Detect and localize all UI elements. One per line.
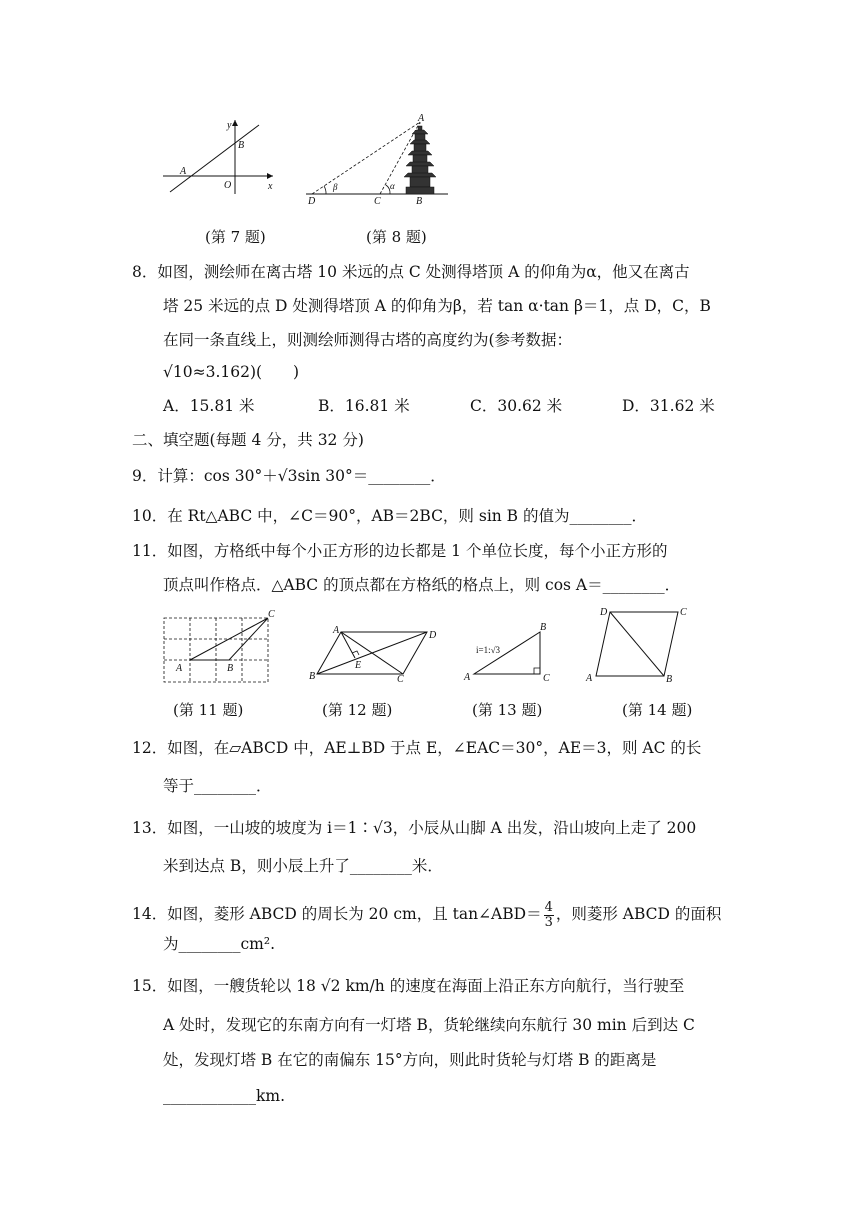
fig14-label-b: B	[666, 674, 673, 684]
fig14-label-a: A	[586, 673, 593, 684]
question-9: 9．计算：cos 30°＋√3sin 30°＝________．	[132, 467, 446, 485]
figure-8	[302, 112, 452, 208]
fig8-label-alpha: α	[390, 181, 395, 191]
fig13-slope-label: i=1:√3	[476, 645, 501, 655]
option-b: B．16.81 米	[318, 397, 410, 415]
figure-7-caption: (第 7 题)	[205, 228, 266, 246]
fig13-label-c: C	[543, 673, 550, 684]
question-8-line-1: 8．如图，测绘师在离古塔 10 米远的点 C 处测得塔顶 A 的仰角为α，他又在离古	[132, 263, 690, 281]
fig14-label-c: C	[680, 607, 687, 618]
figure-13	[460, 620, 560, 684]
fig12-label-e: E	[355, 660, 362, 671]
question-11-line-1: 11．如图，方格纸中每个小正方形的边长都是 1 个单位长度，每个小正方形的	[132, 542, 668, 560]
question-12-line-2: 等于________．	[163, 777, 272, 795]
question-15-line-2: A 处时，发现它的东南方向有一灯塔 B，货轮继续向东航行 30 min 后到达 C	[163, 1016, 695, 1034]
question-8-line-4: √10≈3.162)( )	[163, 363, 300, 381]
fig7-label-o: O	[224, 180, 232, 191]
fig13-label-b: B	[540, 622, 547, 633]
question-15-line-1: 15．如图，一艘货轮以 18 √2 km/h 的速度在海面上沿正东方向航行，当行驶至	[132, 977, 685, 995]
option-a: A．15.81 米	[163, 397, 255, 415]
figure-12-caption: (第 12 题)	[322, 701, 393, 719]
question-13-line-2: 米到达点 B，则小辰上升了________米．	[163, 857, 443, 875]
fig8-label-a: A	[418, 113, 425, 124]
option-c: C．30.62 米	[470, 397, 563, 415]
fraction-4-3: $\frac{4}{3}$	[544, 899, 553, 930]
question-15-line-3: 处，发现灯塔 B 在它的南偏东 15°方向，则此时货轮与灯塔 B 的距离是	[163, 1051, 657, 1069]
fig11-label-a: A	[176, 663, 183, 674]
figure-14	[582, 604, 692, 684]
fig7-label-b: B	[238, 140, 245, 151]
fig8-label-beta: β	[333, 182, 338, 192]
figure-13-caption: (第 13 题)	[472, 701, 543, 719]
figure-14-caption: (第 14 题)	[622, 701, 693, 719]
figure-11	[158, 608, 280, 690]
question-14-line-2: 为________cm².	[163, 935, 276, 953]
fig7-label-y: y	[227, 120, 232, 131]
fig7-label-a: A	[180, 166, 187, 177]
question-11-line-2: 顶点叫作格点．△ABC 的顶点都在方格纸的格点上，则 cos A＝________．	[163, 576, 681, 594]
question-12-line-1: 12．如图，在▱ABCD 中，AE⊥BD 于点 E，∠EAC＝30°，AE＝3，则 AC 的长	[132, 739, 702, 757]
fig12-label-d: D	[429, 630, 437, 641]
fig12-label-a: A	[333, 625, 340, 636]
fig8-label-c: C	[374, 196, 381, 207]
question-8-line-3: 在同一条直线上，则测绘师测得古塔的高度约为(参考数据：	[163, 331, 573, 349]
option-d: D．31.62 米	[622, 397, 715, 415]
question-14-line-1: 14．如图，菱形 ABCD 的周长为 20 cm，且 tan∠ABD＝ $\frac{4}{3}$ ，则菱形 ABCD 的面积	[132, 899, 722, 930]
fig12-label-c: C	[397, 674, 404, 684]
fig12-label-b: B	[309, 671, 316, 682]
question-10: 10．在 Rt△ABC 中，∠C＝90°，AB＝2BC，则 sin B 的值为________．	[132, 507, 647, 525]
question-15-line-4: ____________km.	[163, 1087, 286, 1105]
fig7-label-x: x	[268, 181, 273, 192]
figure-11-caption: (第 11 题)	[173, 701, 244, 719]
figure-12	[305, 624, 439, 684]
figure-8-caption: (第 8 题)	[366, 228, 427, 246]
pagoda-icon	[404, 126, 436, 194]
fig14-label-d: D	[600, 607, 608, 618]
fig8-label-d: D	[308, 196, 316, 207]
section-heading: 二、填空题(每题 4 分，共 32 分)	[132, 431, 364, 449]
question-13-line-1: 13．如图，一山坡的坡度为 i＝1∶√3，小辰从山脚 A 出发，沿山坡向上走了 200	[132, 819, 697, 837]
fig8-label-b: B	[416, 196, 423, 207]
figure-7	[158, 116, 278, 196]
fig11-label-b: B	[227, 663, 234, 674]
fig11-label-c: C	[268, 609, 275, 620]
fig13-label-a: A	[464, 672, 471, 683]
question-8-line-2: 塔 25 米远的点 D 处测得塔顶 A 的仰角为β，若 tan α·tan β＝1，点 D，C，B	[163, 297, 711, 315]
